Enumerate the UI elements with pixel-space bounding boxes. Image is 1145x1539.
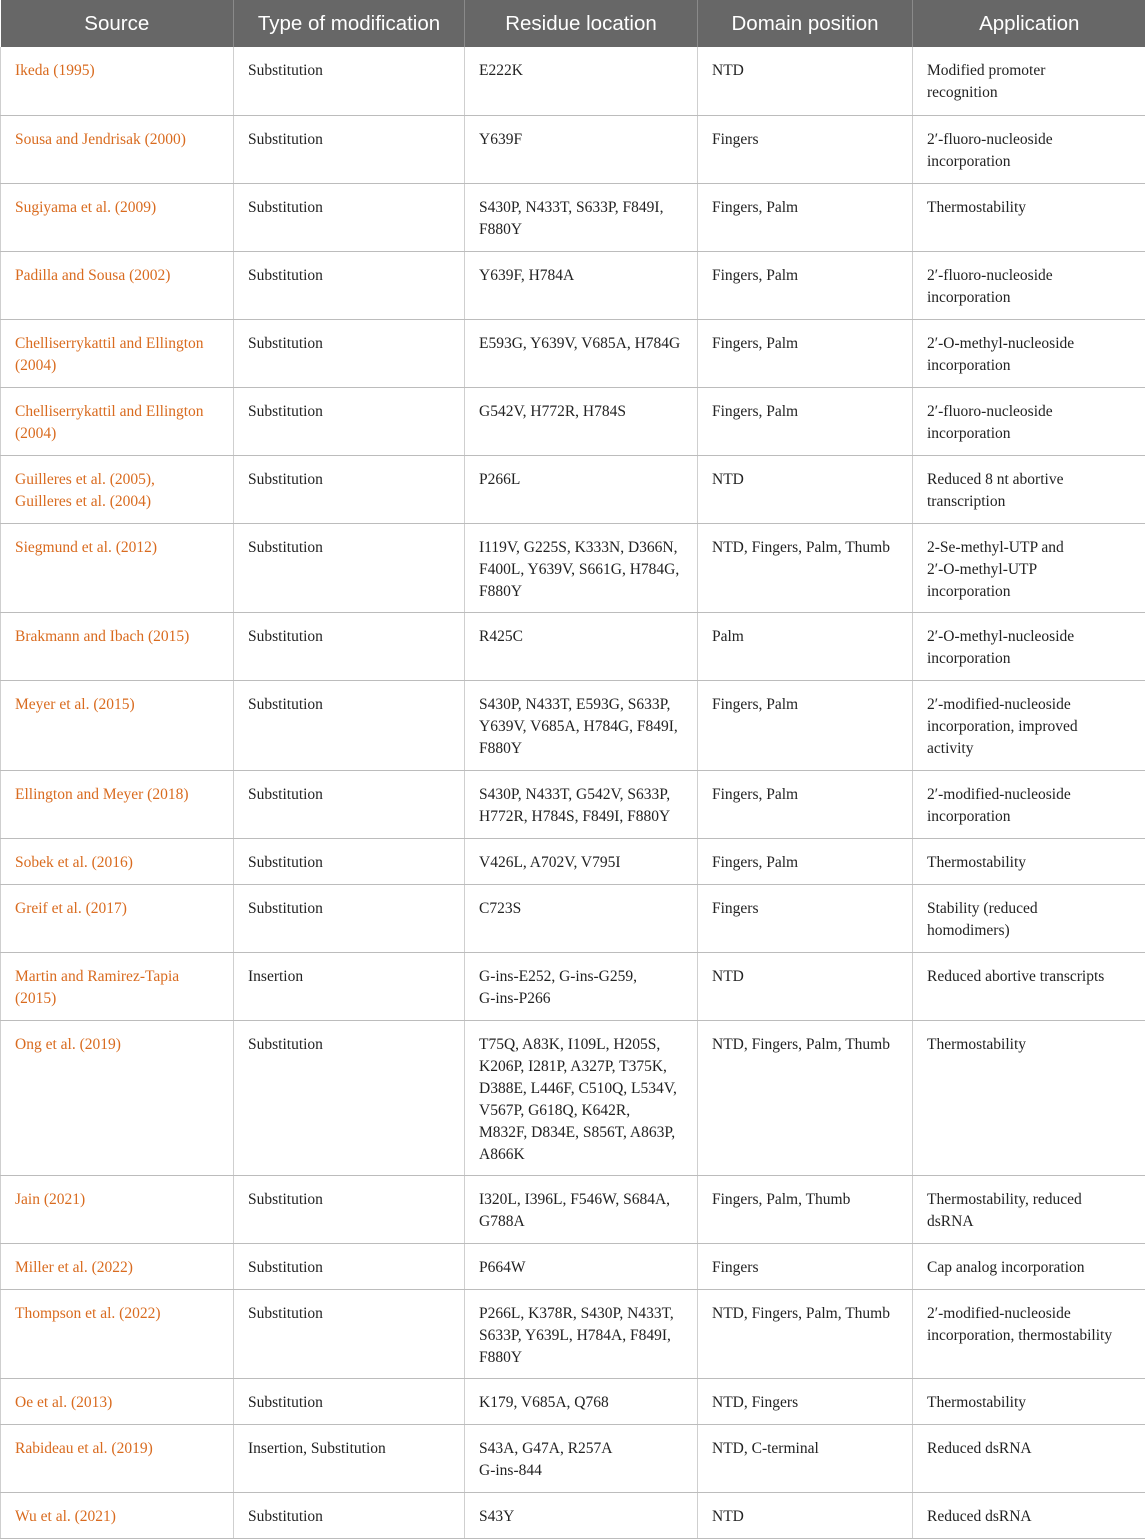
source-link[interactable]: [1, 523, 234, 612]
type-of-modification-cell-line: Substitution: [248, 626, 452, 648]
domain-position-cell: [698, 770, 913, 838]
residue-location-cell: [465, 523, 698, 612]
type-of-modification-cell: [234, 115, 465, 183]
application-cell-line: 2′-O-methyl-UTP: [927, 559, 1134, 581]
application-cell: [913, 1243, 1145, 1289]
residue-location-cell-line: S430P, N433T, S633P, F849I,: [479, 197, 685, 219]
type-of-modification-cell-line: Substitution: [248, 1257, 452, 1279]
source-link[interactable]: [1, 884, 234, 952]
domain-position-cell-line: Fingers, Palm, Thumb: [712, 1189, 900, 1211]
residue-location-cell-line: S430P, N433T, E593G, S633P,: [479, 694, 685, 716]
header-residue-location: Residue location: [465, 0, 698, 47]
source-link[interactable]: [1, 770, 234, 838]
application-cell-line: 2′-fluoro-nucleoside: [927, 129, 1134, 151]
type-of-modification-cell-line: Substitution: [248, 129, 452, 151]
residue-location-cell: [465, 1424, 698, 1492]
table-row: [1, 680, 1145, 770]
domain-position-cell-line: Fingers, Palm: [712, 694, 900, 716]
residue-location-cell: [465, 455, 698, 523]
type-of-modification-cell: [234, 1378, 465, 1424]
type-of-modification-cell-line: Substitution: [248, 784, 452, 806]
application-cell: [913, 47, 1145, 115]
domain-position-cell: [698, 251, 913, 319]
domain-position-cell-line: Fingers, Palm: [712, 401, 900, 423]
residue-location-cell-line: V567P, G618Q, K642R,: [479, 1100, 685, 1122]
type-of-modification-cell-line: Substitution: [248, 1506, 452, 1528]
domain-position-cell: [698, 47, 913, 115]
residue-location-cell-line: D388E, L446F, C510Q, L534V,: [479, 1078, 685, 1100]
residue-location-cell: [465, 770, 698, 838]
type-of-modification-cell-line: Substitution: [248, 852, 452, 874]
table-row: [1, 1424, 1145, 1492]
source-link-line[interactable]: Chelliserrykattil and Ellington: [15, 333, 221, 355]
source-link-line[interactable]: Ikeda (1995): [15, 60, 221, 82]
application-cell-line: incorporation: [927, 423, 1134, 445]
residue-location-cell-line: G788A: [479, 1211, 685, 1233]
domain-position-cell: [698, 455, 913, 523]
table-row: [1, 770, 1145, 838]
type-of-modification-cell-line: Substitution: [248, 469, 452, 491]
source-link[interactable]: [1, 952, 234, 1020]
source-link-line[interactable]: Guilleres et al. (2004): [15, 491, 221, 513]
source-link[interactable]: [1, 319, 234, 387]
header-domain-position: Domain position: [698, 0, 913, 47]
domain-position-cell-line: Fingers: [712, 129, 900, 151]
application-cell: [913, 1492, 1145, 1538]
table-header: [1, 0, 1145, 47]
type-of-modification-cell: [234, 251, 465, 319]
residue-location-cell: [465, 183, 698, 251]
domain-position-cell: [698, 838, 913, 884]
source-link[interactable]: [1, 1289, 234, 1378]
domain-position-cell-line: NTD: [712, 60, 900, 82]
header-application: Application: [913, 0, 1145, 47]
application-cell-line: incorporation: [927, 581, 1134, 603]
source-link[interactable]: [1, 115, 234, 183]
residue-location-cell-line: S430P, N433T, G542V, S633P,: [479, 784, 685, 806]
source-link-line[interactable]: Sugiyama et al. (2009): [15, 197, 221, 219]
application-cell-line: 2′-O-methyl-nucleoside: [927, 333, 1134, 355]
application-cell-line: 2′-modified-nucleoside: [927, 784, 1134, 806]
residue-location-cell-line: I119V, G225S, K333N, D366N,: [479, 537, 685, 559]
residue-location-cell: [465, 1378, 698, 1424]
source-link-line[interactable]: Sousa and Jendrisak (2000): [15, 129, 221, 151]
domain-position-cell: [698, 1492, 913, 1538]
application-cell: [913, 612, 1145, 680]
table-row: [1, 1020, 1145, 1175]
application-cell: [913, 1378, 1145, 1424]
residue-location-cell: [465, 251, 698, 319]
residue-location-cell-line: I320L, I396L, F546W, S684A,: [479, 1189, 685, 1211]
residue-location-cell: [465, 319, 698, 387]
residue-location-cell-line: T75Q, A83K, I109L, H205S,: [479, 1034, 685, 1056]
source-link-line[interactable]: Thompson et al. (2022): [15, 1303, 221, 1325]
residue-location-cell-line: P664W: [479, 1257, 685, 1279]
domain-position-cell: [698, 523, 913, 612]
application-cell: [913, 387, 1145, 455]
application-cell-line: Reduced dsRNA: [927, 1506, 1134, 1528]
application-cell-line: 2′-modified-nucleoside: [927, 694, 1134, 716]
residue-location-cell-line: F880Y: [479, 738, 685, 760]
source-link[interactable]: [1, 838, 234, 884]
application-cell-line: 2′-O-methyl-nucleoside: [927, 626, 1134, 648]
table-row: [1, 523, 1145, 612]
type-of-modification-cell: [234, 612, 465, 680]
domain-position-cell: [698, 612, 913, 680]
residue-location-cell-line: P266L, K378R, S430P, N433T,: [479, 1303, 685, 1325]
type-of-modification-cell-line: Substitution: [248, 333, 452, 355]
source-link-line[interactable]: (2015): [15, 988, 221, 1010]
residue-location-cell: [465, 1175, 698, 1243]
residue-location-cell-line: V426L, A702V, V795I: [479, 852, 685, 874]
residue-location-cell: [465, 838, 698, 884]
type-of-modification-cell: [234, 838, 465, 884]
domain-position-cell-line: NTD: [712, 1506, 900, 1528]
residue-location-cell-line: G-ins-844: [479, 1460, 685, 1482]
application-cell-line: incorporation: [927, 287, 1134, 309]
source-link-line[interactable]: Chelliserrykattil and Ellington: [15, 401, 221, 423]
source-link[interactable]: [1, 1020, 234, 1175]
table-row: [1, 183, 1145, 251]
application-cell-line: Thermostability: [927, 197, 1134, 219]
domain-position-cell-line: NTD, Fingers, Palm, Thumb: [712, 537, 900, 559]
domain-position-cell-line: NTD, C-terminal: [712, 1438, 900, 1460]
type-of-modification-cell-line: Substitution: [248, 197, 452, 219]
header-row: [1, 0, 1145, 47]
residue-location-cell-line: Y639V, V685A, H784G, F849I,: [479, 716, 685, 738]
table-row: [1, 1289, 1145, 1378]
source-link-line[interactable]: Rabideau et al. (2019): [15, 1438, 221, 1460]
domain-position-cell-line: Fingers, Palm: [712, 333, 900, 355]
application-cell-line: Thermostability: [927, 852, 1134, 874]
residue-location-cell-line: F880Y: [479, 1347, 685, 1369]
source-link[interactable]: [1, 1492, 234, 1538]
application-cell: [913, 884, 1145, 952]
domain-position-cell: [698, 1289, 913, 1378]
table-row: [1, 251, 1145, 319]
table-row: [1, 1492, 1145, 1538]
type-of-modification-cell: [234, 770, 465, 838]
application-cell-line: incorporation: [927, 355, 1134, 377]
type-of-modification-cell-line: Substitution: [248, 694, 452, 716]
residue-location-cell-line: K179, V685A, Q768: [479, 1392, 685, 1414]
source-link-line[interactable]: Martin and Ramirez-Tapia: [15, 966, 221, 988]
residue-location-cell: [465, 387, 698, 455]
application-cell: [913, 1175, 1145, 1243]
table-row: [1, 1175, 1145, 1243]
source-link-line[interactable]: Guilleres et al. (2005),: [15, 469, 221, 491]
type-of-modification-cell: [234, 47, 465, 115]
application-cell: [913, 952, 1145, 1020]
application-cell: [913, 319, 1145, 387]
source-link-line[interactable]: Meyer et al. (2015): [15, 694, 221, 716]
residue-location-cell-line: Y639F: [479, 129, 685, 151]
type-of-modification-cell-line: Substitution: [248, 265, 452, 287]
type-of-modification-cell: [234, 1289, 465, 1378]
application-cell: [913, 251, 1145, 319]
domain-position-cell: [698, 884, 913, 952]
domain-position-cell-line: NTD: [712, 966, 900, 988]
type-of-modification-cell: [234, 387, 465, 455]
type-of-modification-cell: [234, 183, 465, 251]
domain-position-cell: [698, 952, 913, 1020]
source-link[interactable]: [1, 680, 234, 770]
application-cell: [913, 523, 1145, 612]
type-of-modification-cell: [234, 319, 465, 387]
residue-location-cell: [465, 1492, 698, 1538]
table-row: [1, 455, 1145, 523]
residue-location-cell: [465, 1289, 698, 1378]
domain-position-cell-line: Fingers: [712, 1257, 900, 1279]
source-link-line[interactable]: (2004): [15, 355, 221, 377]
type-of-modification-cell-line: Insertion: [248, 966, 452, 988]
source-link-line[interactable]: (2004): [15, 423, 221, 445]
application-cell-line: Thermostability: [927, 1392, 1134, 1414]
application-cell-line: activity: [927, 738, 1134, 760]
residue-location-cell: [465, 884, 698, 952]
source-link-line[interactable]: Wu et al. (2021): [15, 1506, 221, 1528]
source-link-line[interactable]: Oe et al. (2013): [15, 1392, 221, 1414]
domain-position-cell: [698, 1175, 913, 1243]
domain-position-cell-line: NTD: [712, 469, 900, 491]
residue-location-cell-line: A866K: [479, 1144, 685, 1166]
table-row: [1, 47, 1145, 115]
application-cell-line: incorporation: [927, 648, 1134, 670]
source-link-line[interactable]: Jain (2021): [15, 1189, 221, 1211]
table-row: [1, 1378, 1145, 1424]
domain-position-cell: [698, 1378, 913, 1424]
source-link[interactable]: [1, 183, 234, 251]
application-cell-line: incorporation, thermostability: [927, 1325, 1134, 1347]
application-cell-line: 2′-modified-nucleoside: [927, 1303, 1134, 1325]
residue-location-cell-line: S633P, Y639L, H784A, F849I,: [479, 1325, 685, 1347]
table-row: [1, 115, 1145, 183]
table-row: [1, 612, 1145, 680]
residue-location-cell: [465, 47, 698, 115]
table-row: [1, 952, 1145, 1020]
application-cell: [913, 770, 1145, 838]
application-cell: [913, 1289, 1145, 1378]
residue-location-cell: [465, 115, 698, 183]
type-of-modification-cell: [234, 1243, 465, 1289]
residue-location-cell-line: C723S: [479, 898, 685, 920]
application-cell: [913, 680, 1145, 770]
source-link[interactable]: [1, 251, 234, 319]
application-cell-line: recognition: [927, 82, 1134, 104]
type-of-modification-cell-line: Substitution: [248, 1392, 452, 1414]
application-cell: [913, 1424, 1145, 1492]
application-cell: [913, 455, 1145, 523]
table-row: [1, 319, 1145, 387]
type-of-modification-cell: [234, 680, 465, 770]
application-cell-line: Reduced 8 nt abortive: [927, 469, 1134, 491]
residue-location-cell-line: E222K: [479, 60, 685, 82]
application-cell-line: Modified promoter: [927, 60, 1134, 82]
application-cell-line: Thermostability, reduced: [927, 1189, 1134, 1211]
source-link[interactable]: [1, 1424, 234, 1492]
source-link[interactable]: [1, 1378, 234, 1424]
application-cell-line: Thermostability: [927, 1034, 1134, 1056]
type-of-modification-cell: [234, 952, 465, 1020]
domain-position-cell-line: Palm: [712, 626, 900, 648]
residue-location-cell-line: E593G, Y639V, V685A, H784G: [479, 333, 685, 355]
domain-position-cell: [698, 183, 913, 251]
domain-position-cell-line: Fingers, Palm: [712, 784, 900, 806]
residue-location-cell-line: G542V, H772R, H784S: [479, 401, 685, 423]
application-cell-line: 2′-fluoro-nucleoside: [927, 265, 1134, 287]
residue-location-cell-line: F400L, Y639V, S661G, H784G,: [479, 559, 685, 581]
application-cell-line: 2-Se-methyl-UTP and: [927, 537, 1134, 559]
type-of-modification-cell: [234, 1020, 465, 1175]
type-of-modification-cell-line: Substitution: [248, 898, 452, 920]
domain-position-cell-line: Fingers: [712, 898, 900, 920]
source-link-line[interactable]: Siegmund et al. (2012): [15, 537, 221, 559]
residue-location-cell-line: G-ins-P266: [479, 988, 685, 1010]
residue-location-cell: [465, 1020, 698, 1175]
header-type-of-modification: Type of modification: [234, 0, 465, 47]
residue-location-cell-line: F880Y: [479, 581, 685, 603]
application-cell: [913, 1020, 1145, 1175]
source-link-line[interactable]: Miller et al. (2022): [15, 1257, 221, 1279]
residue-location-cell-line: F880Y: [479, 219, 685, 241]
application-cell-line: incorporation: [927, 151, 1134, 173]
type-of-modification-cell-line: Substitution: [248, 401, 452, 423]
residue-location-cell-line: H772R, H784S, F849I, F880Y: [479, 806, 685, 828]
table-row: [1, 884, 1145, 952]
residue-location-cell-line: M832F, D834E, S856T, A863P,: [479, 1122, 685, 1144]
application-cell-line: transcription: [927, 491, 1134, 513]
source-link[interactable]: [1, 455, 234, 523]
domain-position-cell-line: NTD, Fingers: [712, 1392, 900, 1414]
type-of-modification-cell-line: Substitution: [248, 537, 452, 559]
type-of-modification-cell-line: Insertion, Substitution: [248, 1438, 452, 1460]
source-link-line[interactable]: Padilla and Sousa (2002): [15, 265, 221, 287]
type-of-modification-cell: [234, 523, 465, 612]
domain-position-cell: [698, 319, 913, 387]
type-of-modification-cell: [234, 455, 465, 523]
source-link-line[interactable]: Sobek et al. (2016): [15, 852, 221, 874]
type-of-modification-cell: [234, 1492, 465, 1538]
residue-location-cell: [465, 680, 698, 770]
type-of-modification-cell-line: Substitution: [248, 60, 452, 82]
application-cell: [913, 183, 1145, 251]
type-of-modification-cell: [234, 1175, 465, 1243]
residue-location-cell-line: R425C: [479, 626, 685, 648]
residue-location-cell: [465, 1243, 698, 1289]
header-source: Source: [1, 0, 234, 47]
application-cell-line: Cap analog incorporation: [927, 1257, 1134, 1279]
application-cell-line: dsRNA: [927, 1211, 1134, 1233]
table-row: [1, 387, 1145, 455]
type-of-modification-cell: [234, 1424, 465, 1492]
source-link[interactable]: [1, 1175, 234, 1243]
source-link[interactable]: [1, 387, 234, 455]
type-of-modification-cell-line: Substitution: [248, 1303, 452, 1325]
domain-position-cell: [698, 1243, 913, 1289]
domain-position-cell: [698, 387, 913, 455]
source-link-line[interactable]: Ellington and Meyer (2018): [15, 784, 221, 806]
domain-position-cell: [698, 1424, 913, 1492]
source-link-line[interactable]: Greif et al. (2017): [15, 898, 221, 920]
source-link[interactable]: [1, 1243, 234, 1289]
type-of-modification-cell-line: Substitution: [248, 1034, 452, 1056]
domain-position-cell-line: Fingers, Palm: [712, 197, 900, 219]
application-cell-line: Stability (reduced: [927, 898, 1134, 920]
application-cell-line: incorporation, improved: [927, 716, 1134, 738]
source-link-line[interactable]: Brakmann and Ibach (2015): [15, 626, 221, 648]
domain-position-cell-line: NTD, Fingers, Palm, Thumb: [712, 1303, 900, 1325]
table-row: [1, 1243, 1145, 1289]
table-row: [1, 838, 1145, 884]
residue-location-cell-line: G-ins-E252, G-ins-G259,: [479, 966, 685, 988]
application-cell-line: Reduced dsRNA: [927, 1438, 1134, 1460]
source-link-line[interactable]: Ong et al. (2019): [15, 1034, 221, 1056]
application-cell-line: 2′-fluoro-nucleoside: [927, 401, 1134, 423]
domain-position-cell: [698, 115, 913, 183]
type-of-modification-cell-line: Substitution: [248, 1189, 452, 1211]
domain-position-cell-line: Fingers, Palm: [712, 852, 900, 874]
residue-location-cell-line: S43A, G47A, R257A: [479, 1438, 685, 1460]
application-cell: [913, 115, 1145, 183]
residue-location-cell: [465, 952, 698, 1020]
source-link[interactable]: [1, 612, 234, 680]
source-link[interactable]: [1, 47, 234, 115]
residue-location-cell: [465, 612, 698, 680]
residue-location-cell-line: Y639F, H784A: [479, 265, 685, 287]
domain-position-cell-line: Fingers, Palm: [712, 265, 900, 287]
domain-position-cell: [698, 1020, 913, 1175]
residue-location-cell-line: S43Y: [479, 1506, 685, 1528]
domain-position-cell-line: NTD, Fingers, Palm, Thumb: [712, 1034, 900, 1056]
type-of-modification-cell: [234, 884, 465, 952]
application-cell-line: homodimers): [927, 920, 1134, 942]
application-cell-line: incorporation: [927, 806, 1134, 828]
application-cell: [913, 838, 1145, 884]
residue-location-cell-line: P266L: [479, 469, 685, 491]
residue-location-cell-line: K206P, I281P, A327P, T375K,: [479, 1056, 685, 1078]
application-cell-line: Reduced abortive transcripts: [927, 966, 1134, 988]
domain-position-cell: [698, 680, 913, 770]
table-body: [1, 47, 1145, 1538]
